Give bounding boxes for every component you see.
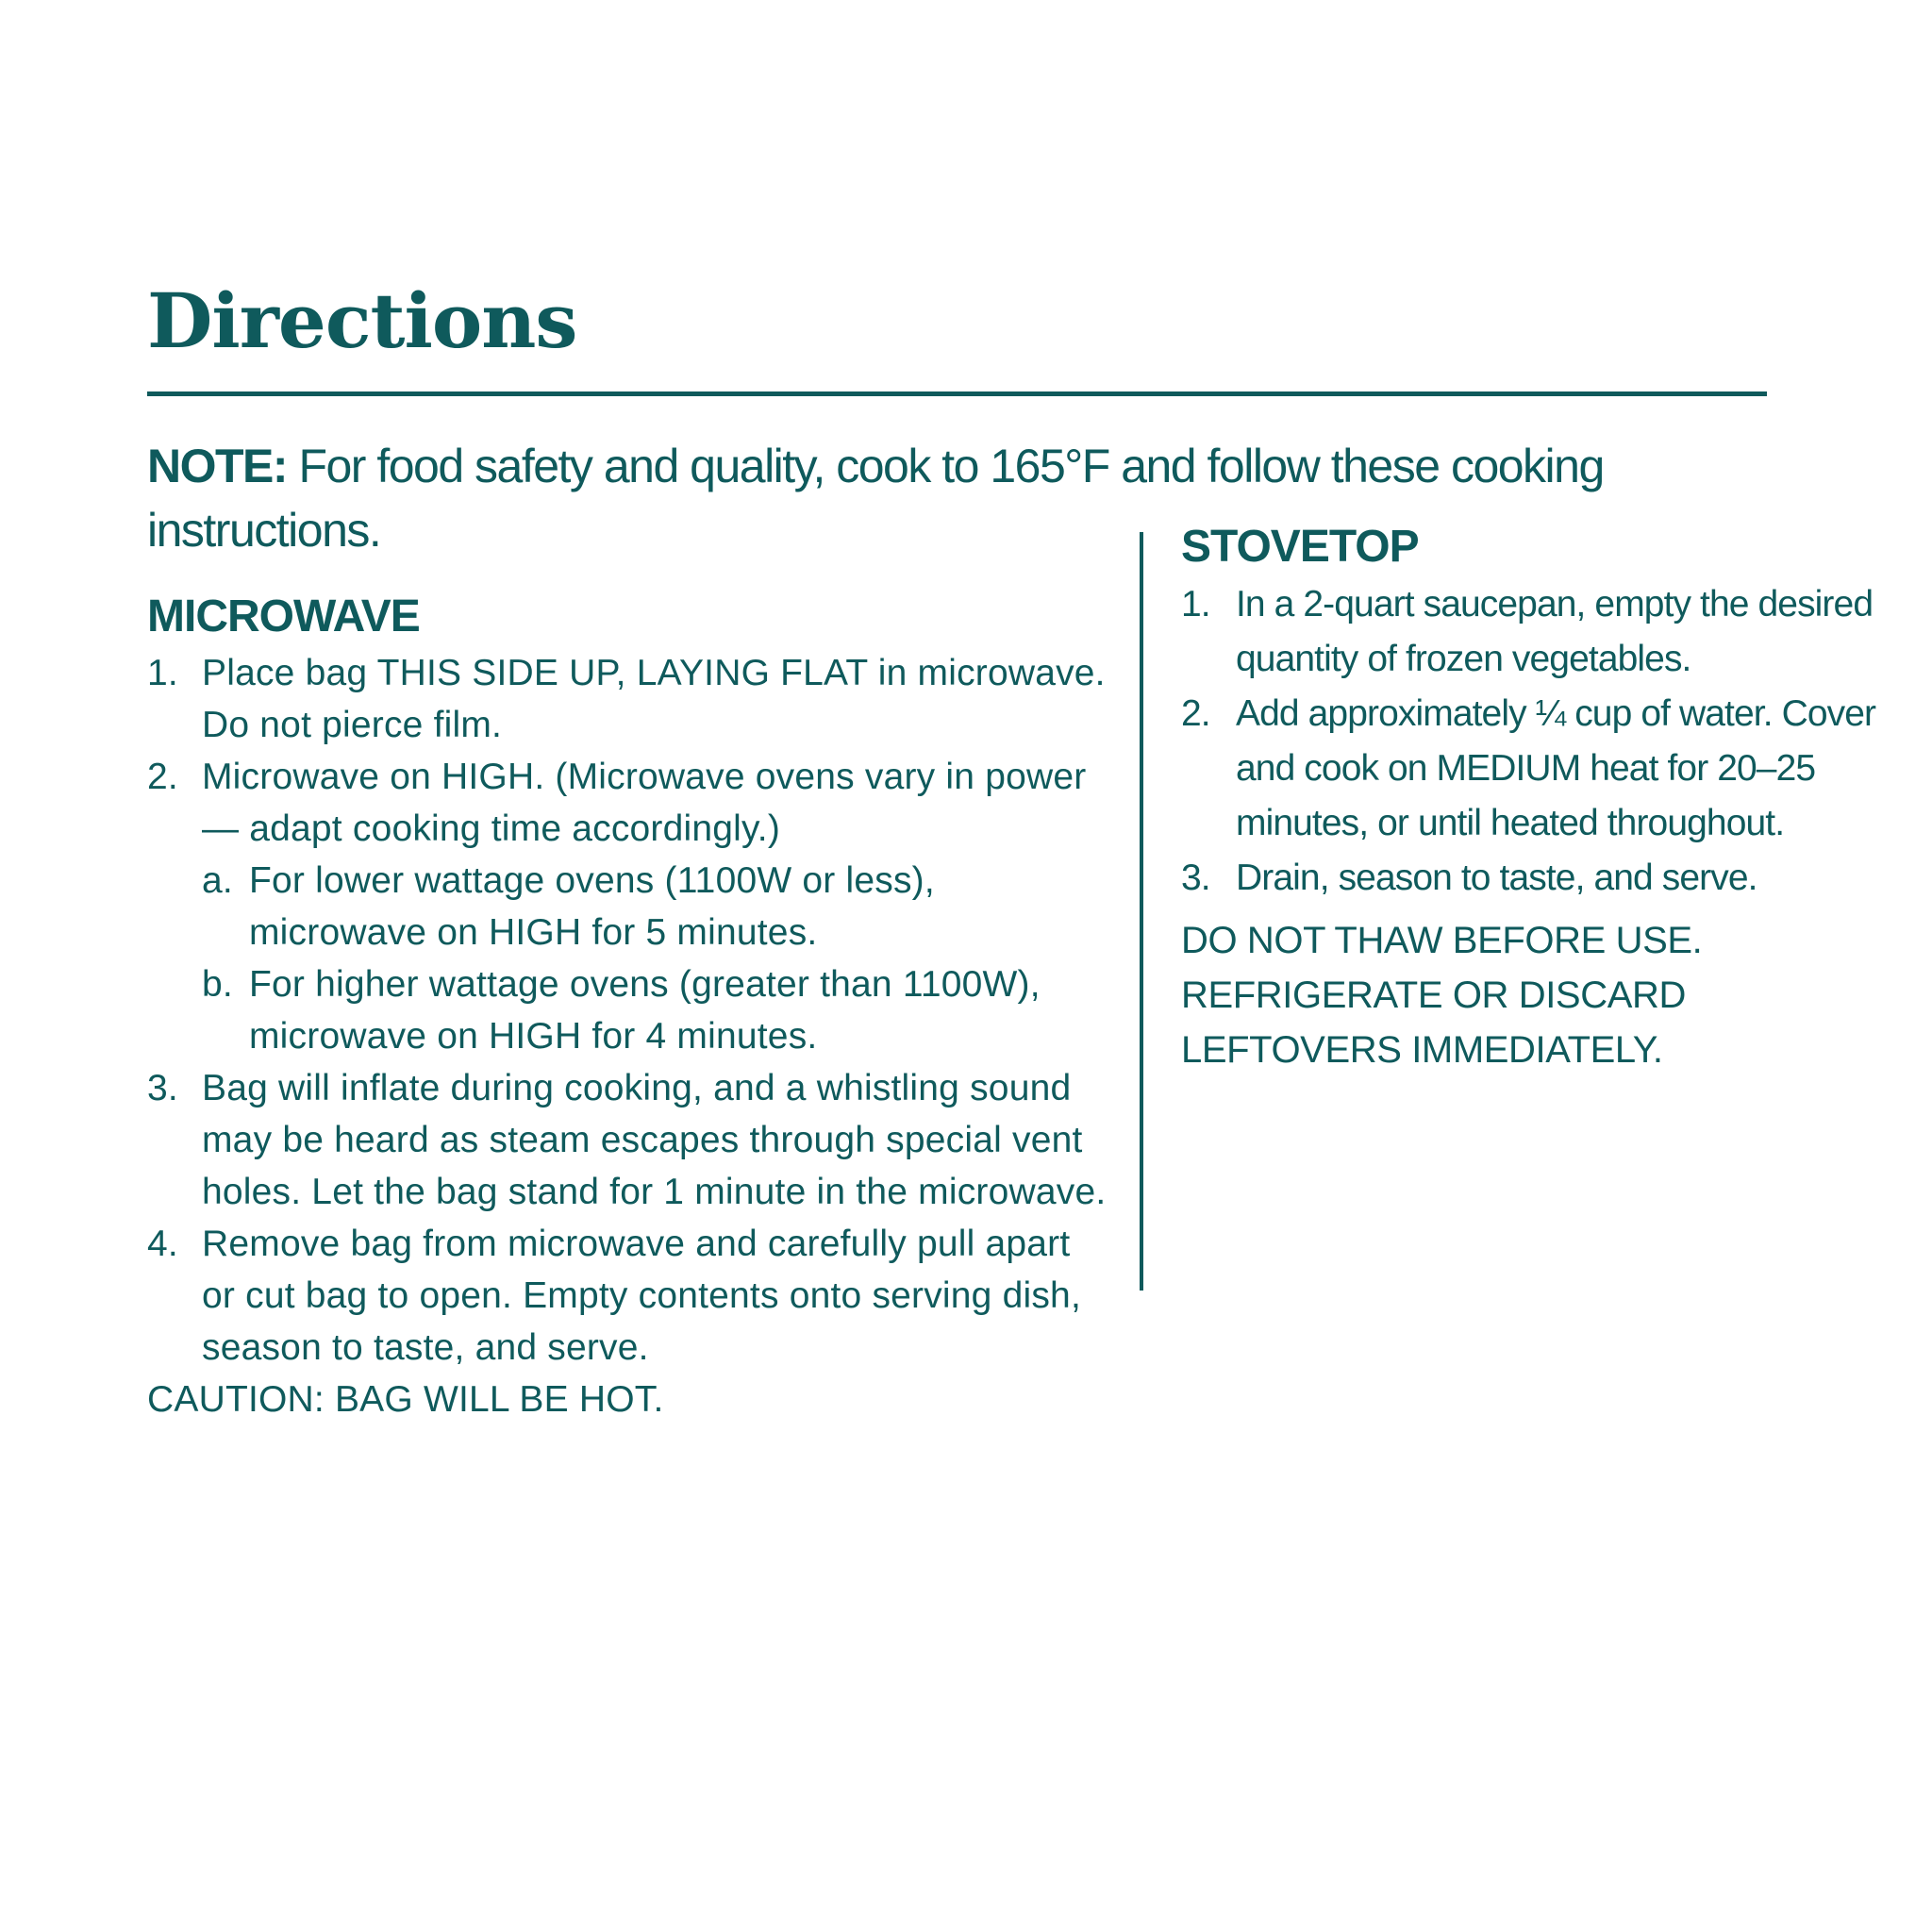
microwave-step-1 bbox=[147, 647, 1109, 751]
step-text: In a 2-quart saucepan, empty the desired quantity of frozen vegetables. bbox=[1236, 584, 1874, 679]
step-text: Microwave on HIGH. (Microwave ovens vary in power — adapt cooking time accordingly.) bbox=[202, 757, 1087, 849]
substep-text: For higher wattage ovens (greater than 1100W), microwave on HIGH for 4 minutes. bbox=[249, 964, 1041, 1057]
substep-text: For lower wattage ovens (1100W or less), microwave on HIGH for 5 minutes. bbox=[249, 860, 935, 953]
step-text: Place bag THIS SIDE UP, LAYING FLAT in microwave. Do not pierce film. bbox=[202, 653, 1106, 745]
step-number: 3. bbox=[147, 1068, 178, 1108]
stovetop-step-1 bbox=[1181, 577, 1879, 687]
step-number: 1. bbox=[1181, 584, 1210, 625]
stovetop-step-3 bbox=[1181, 851, 1879, 906]
step-number: 3. bbox=[1181, 858, 1210, 898]
step-text: Add approximately ¼ cup of water. Cover and cook on MEDIUM heat for 20–25 minutes, or until heated throughout. bbox=[1236, 693, 1876, 843]
step-text: Remove bag from microwave and carefully pull apart or cut bag to open. Empty contents onto serving dish, season to taste, and serve. bbox=[202, 1224, 1081, 1368]
step-number: 2. bbox=[147, 757, 178, 797]
step-text: Bag will inflate during cooking, and a whistling sound may be heard as steam escapes through special vent holes. Let the bag stand for 1 minute in the microwave. bbox=[202, 1068, 1107, 1212]
microwave-step-4 bbox=[147, 1218, 1109, 1374]
storage-warning bbox=[1181, 913, 1879, 1077]
stovetop-section bbox=[1181, 517, 1879, 1077]
title-divider bbox=[147, 391, 1767, 396]
microwave-substep-a bbox=[202, 855, 1109, 958]
microwave-substep-b bbox=[202, 958, 1109, 1062]
microwave-step-2 bbox=[147, 751, 1109, 855]
step-text: Drain, season to taste, and serve. bbox=[1236, 858, 1757, 898]
caution-text: CAUTION: BAG WILL BE HOT. bbox=[147, 1379, 664, 1420]
substep-letter: a. bbox=[202, 860, 233, 901]
stovetop-steps bbox=[1181, 577, 1879, 906]
substep-letter: b. bbox=[202, 964, 233, 1005]
note-label: NOTE: bbox=[147, 440, 288, 492]
microwave-steps bbox=[147, 647, 1109, 1425]
step-number: 2. bbox=[1181, 693, 1210, 734]
step-number: 4. bbox=[147, 1224, 178, 1264]
stovetop-title: STOVETOP bbox=[1181, 522, 1419, 572]
warning-line: LEFTOVERS IMMEDIATELY. bbox=[1181, 1029, 1663, 1071]
column-divider bbox=[1140, 532, 1143, 1291]
page-title: Directions bbox=[147, 276, 577, 365]
microwave-section bbox=[147, 587, 1109, 1425]
stovetop-step-2 bbox=[1181, 687, 1879, 851]
microwave-step-3 bbox=[147, 1062, 1109, 1218]
step-number: 1. bbox=[147, 653, 178, 693]
warning-line: DO NOT THAW BEFORE USE. bbox=[1181, 920, 1703, 961]
microwave-title: MICROWAVE bbox=[147, 591, 420, 641]
warning-line: REFRIGERATE OR DISCARD bbox=[1181, 974, 1686, 1016]
note-text: For food safety and quality, cook to 165°F and follow these cooking instructions. bbox=[147, 440, 1604, 557]
